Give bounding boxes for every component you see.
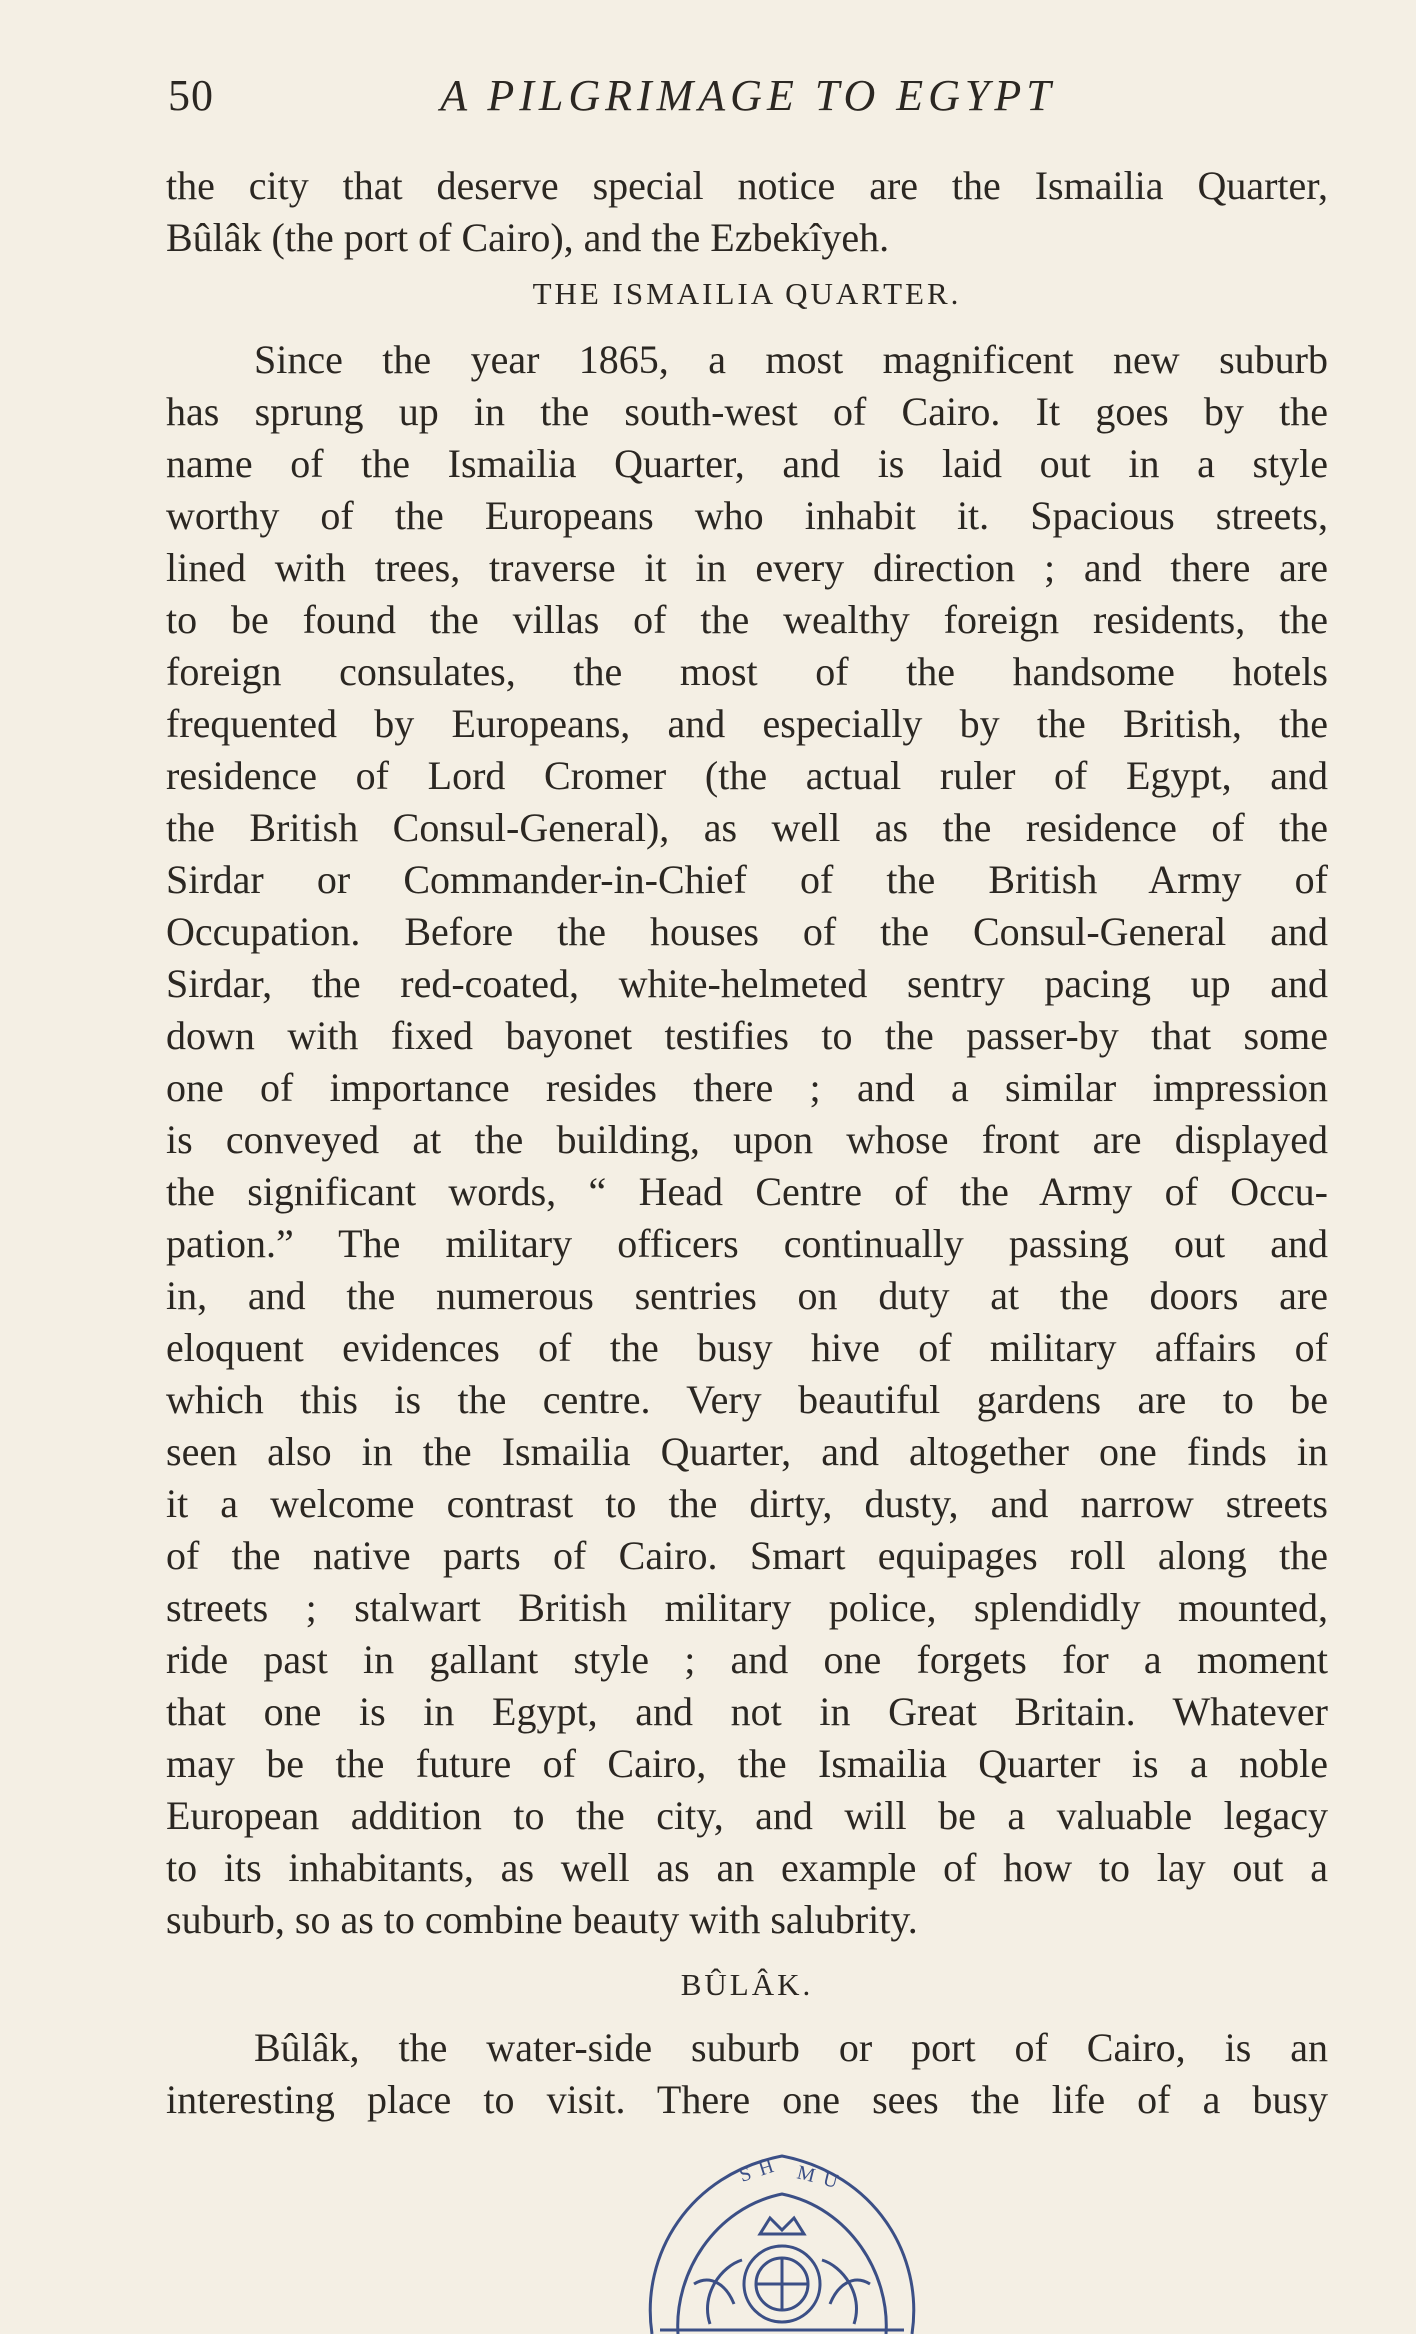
page-body [166,160,1328,2126]
page-header [168,70,1328,130]
text-line: the British Consul-General), as well as the residence of the [166,805,1328,850]
text-line: that one is in Egypt, and not in Great Britain. Whatever [166,1689,1328,1734]
text-line: ride past in gallant style ; and one forgets for a moment [166,1637,1328,1682]
svg-text:M U: M U [794,2161,843,2194]
text-line: down with fixed bayonet testifies to the passer-by that some [166,1013,1328,1058]
text-line: which this is the centre. Very beautiful gardens are to be [166,1377,1328,1422]
text-line: may be the future of Cairo, the Ismailia Quarter is a noble [166,1741,1328,1786]
text-line: to be found the villas of the wealthy foreign residents, the [166,597,1328,642]
text-line: interesting place to visit. There one sees the life of a busy [166,2077,1328,2122]
text-line: European addition to the city, and will be a valuable legacy [166,1793,1328,1838]
text-line: frequented by Europeans, and especially by the British, the [166,701,1328,746]
text-line: eloquent evidences of the busy hive of military affairs of [166,1325,1328,1370]
text-line: Since the year 1865, a most magnificent new suburb [254,337,1328,382]
text-line: the significant words, “ Head Centre of the Army of Occu- [166,1169,1328,1214]
text-line: residence of Lord Cromer (the actual ruler of Egypt, and [166,753,1328,798]
text-line: one of importance resides there ; and a similar impression [166,1065,1328,1110]
text-line: Occupation. Before the houses of the Consul-General and [166,909,1328,954]
text-line: Bûlâk, the water-side suburb or port of Cairo, is an [254,2025,1328,2070]
text-line: to its inhabitants, as well as an example of how to lay out a [166,1845,1328,1890]
text-line: of the native parts of Cairo. Smart equipages roll along the [166,1533,1328,1578]
svg-text:S H: S H [736,2154,779,2187]
text-line: seen also in the Ismailia Quarter, and altogether one finds in [166,1429,1328,1474]
text-line: is conveyed at the building, upon whose front are displayed [166,1117,1328,1162]
text-line: foreign consulates, the most of the handsome hotels [166,649,1328,694]
text-line: Bûlâk (the port of Cairo), and the Ezbekîyeh. [166,215,890,260]
text-line: name of the Ismailia Quarter, and is laid out in a style [166,441,1328,486]
page-number: 50 [168,71,214,120]
text-line: suburb, so as to combine beauty with salubrity. [166,1897,918,1942]
text-line: it a welcome contrast to the dirty, dusty, and narrow streets [166,1481,1328,1526]
text-line: Sirdar or Commander-in-Chief of the British Army of [166,857,1328,902]
running-title: A PILGRIMAGE TO EGYPT [440,71,1056,120]
library-stamp-icon [630,2134,934,2334]
section-heading-ismailia: THE ISMAILIA QUARTER. [532,276,962,311]
text-line: Sirdar, the red-coated, white-helmeted sentry pacing up and [166,961,1328,1006]
text-line: in, and the numerous sentries on duty at the doors are [166,1273,1328,1318]
text-line: the city that deserve special notice are the Ismailia Quarter, [166,163,1328,208]
section-heading-bulak: BÛLÂK. [680,1967,814,2002]
text-line: lined with trees, traverse it in every direction ; and there are [166,545,1328,590]
text-line: streets ; stalwart British military police, splendidly mounted, [166,1585,1328,1630]
text-line: pation.” The military officers continually passing out and [166,1221,1328,1266]
text-line: has sprung up in the south-west of Cairo. It goes by the [166,389,1328,434]
text-line: worthy of the Europeans who inhabit it. Spacious streets, [166,493,1328,538]
